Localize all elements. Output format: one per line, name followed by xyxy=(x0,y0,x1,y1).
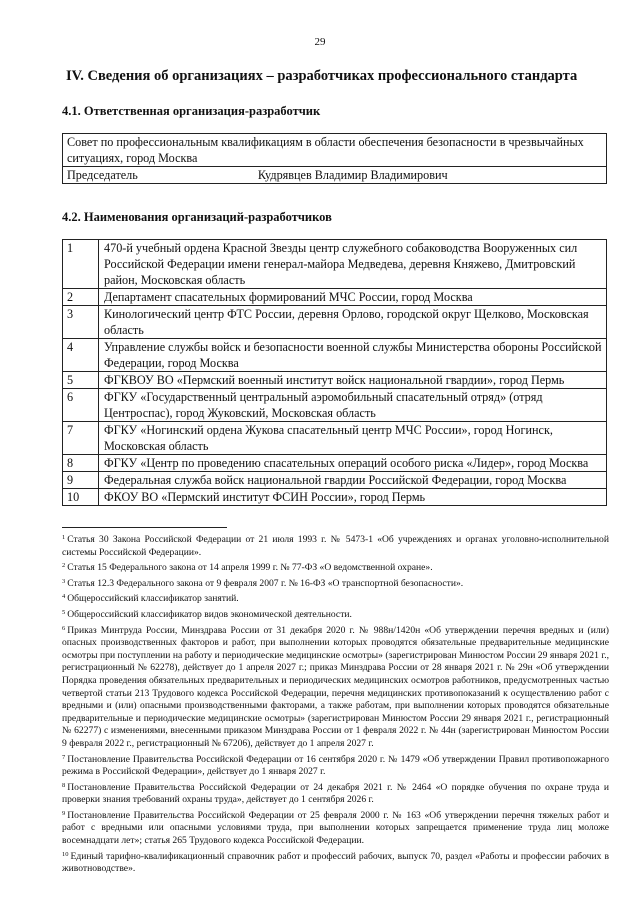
organization-name: ФГКУ «Ногинский ордена Жукова спасательный центр МЧС России», город Ногинск, Московская область xyxy=(99,422,607,455)
row-number: 8 xyxy=(63,455,99,472)
footnote-text: Постановление Правительства Российской Федерации от 24 декабря 2021 г. № 2464 «О порядке обучения по охране труда и проверки знания требований охраны труда», действует до 1 сентября 2026 г. xyxy=(62,781,609,806)
footnote-text: Постановление Правительства Российской Федерации от 16 сентября 2020 г. № 1479 «Об утверждении Правил противопожарного режима в Российской Федерации», действует до 1 января 2027 г. xyxy=(62,753,609,778)
organization-name: ФГКУ «Центр по проведению спасательных операций особого риска «Лидер», город Москва xyxy=(99,455,607,472)
row-number: 9 xyxy=(63,472,99,489)
footnote-number: 9 xyxy=(62,809,66,817)
organization-name: Кинологический центр ФТС России, деревня Орлово, городской округ Щелково, Московская область xyxy=(99,306,607,339)
row-number: 5 xyxy=(63,372,99,389)
footnote xyxy=(62,623,609,751)
footnote xyxy=(62,532,609,559)
footnote xyxy=(62,849,609,876)
table-row xyxy=(63,455,607,472)
footnote-text: Общероссийский классификатор занятий. xyxy=(67,593,239,605)
footnote-divider xyxy=(62,527,227,528)
table-row xyxy=(63,240,607,289)
table-row xyxy=(63,422,607,455)
organization-name: Управление службы войск и безопасности военной службы Министерства обороны Российской Федерации, город Москва xyxy=(99,339,607,372)
table-row xyxy=(63,472,607,489)
developer-orgs-table xyxy=(62,239,607,506)
organization-name: ФГКУ «Государственный центральный аэромобильный спасательный отряд» (отряд Центроспас), город Жуковский, Московская область xyxy=(99,389,607,422)
footnote xyxy=(62,808,609,848)
organization-name: ФГКВОУ ВО «Пермский военный институт войск национальной гвардии», город Пермь xyxy=(99,372,607,389)
footnote xyxy=(62,752,609,779)
chairman-name: Кудрявцев Владимир Владимирович xyxy=(257,168,448,182)
table-row xyxy=(63,489,607,506)
footnote-number: 5 xyxy=(62,608,66,616)
responsible-org-heading: 4.1. Ответственная организация-разработчик xyxy=(62,104,321,118)
footnote-number: 7 xyxy=(62,753,66,761)
row-number: 1 xyxy=(63,240,99,289)
chairman-role: Председатель xyxy=(67,168,138,182)
row-number: 4 xyxy=(63,339,99,372)
responsible-org-name: Совет по профессиональным квалификациям в области обеспечения безопасности в чрезвычайных ситуациях, город Москва xyxy=(63,134,607,167)
table-row xyxy=(63,372,607,389)
developer-orgs-heading: 4.2. Наименования организаций-разработчиков xyxy=(62,210,332,224)
table-row xyxy=(63,339,607,372)
footnote xyxy=(62,591,609,606)
table-row xyxy=(63,306,607,339)
footnote-number: 8 xyxy=(62,781,66,789)
footnote-text: Статья 12.3 Федерального закона от 9 февраля 2007 г. № 16-ФЗ «О транспортной безопасности». xyxy=(67,577,464,589)
responsible-org-table xyxy=(62,133,607,184)
footnote-number: 6 xyxy=(62,624,66,632)
page-number: 29 xyxy=(314,36,326,48)
footnote-number: 4 xyxy=(62,593,66,601)
chairman-row xyxy=(63,167,607,184)
section-title: IV. Сведения об организациях – разработчиках профессионального стандарта xyxy=(66,68,578,84)
footnotes xyxy=(62,532,609,877)
footnote-text: Статья 15 Федерального закона от 14 апреля 1999 г. № 77-ФЗ «О ведомственной охране». xyxy=(67,562,433,574)
footnote-number: 2 xyxy=(62,562,66,570)
row-number: 3 xyxy=(63,306,99,339)
row-number: 2 xyxy=(63,289,99,306)
footnote-text: Постановление Правительства Российской Федерации от 25 февраля 2000 г. № 163 «Об утверждении перечня тяжелых работ и работ с вредными или опасными условиями труда, при выполнении которых запрещается применение труда лиц моложе восемнадцати лет»; статья 265 Трудового кодекса Российской Федерации. xyxy=(62,809,609,847)
footnote-text: Приказ Минтруда России, Минздрава России от 31 декабря 2020 г. № 988н/1420н «Об утверждении перечня вредных и (или) опасных производственных факторов и работ, при выполнении которых проводятся обязательные предварительные медицинские осмотры при поступлении на работу и периодические медицинские осмотры» (зарегистрирован Минюстом России 29 января 2021 г., регистрационный № 62278), действует до 1 апреля 2027 г.; приказ Минздрава России от 28 января 2021 г. № 29н «Об утверждении Порядка проведения обязательных предварительных и периодических медицинских осмотров работников, предусмотренных частью четвертой статьи 213 Трудового кодекса Российской Федерации, перечня медицинских противопоказаний к осуществлению работ с вредными и (или) опасными производственными факторами, а также работам, при выполнении которых проводятся обязательные предварительные и периодические медицинские осмотры» (зарегистрирован Минюстом России 29 января 2021 г., регистрационный № 62277) с изменениями, внесенными приказом Минздрава России от 1 февраля 2022 г. № 44н (зарегистрирован Минюстом России 9 февраля 2022 г., регистрационный № 67206), действует до 1 апреля 2027 г. xyxy=(62,624,609,749)
row-number: 7 xyxy=(63,422,99,455)
organization-name: 470-й учебный ордена Красной Звезды центр служебного собаководства Вооруженных сил Российской Федерации имени генерал-майора Медведева, деревня Княжево, Дмитровский район, Московская область xyxy=(99,240,607,289)
footnote-number: 10 xyxy=(62,850,69,858)
footnote xyxy=(62,576,609,591)
organization-name: Федеральная служба войск национальной гвардии Российской Федерации, город Москва xyxy=(99,472,607,489)
footnote xyxy=(62,560,609,575)
row-number: 10 xyxy=(63,489,99,506)
row-number: 6 xyxy=(63,389,99,422)
footnote-text: Единый тарифно-квалификационный справочник работ и профессий рабочих, выпуск 70, раздел «Работы и профессии рабочих в животноводстве». xyxy=(62,850,609,875)
organization-name: ФКОУ ВО «Пермский институт ФСИН России», город Пермь xyxy=(99,489,607,506)
table-row xyxy=(63,389,607,422)
table-row xyxy=(63,289,607,306)
footnote-number: 3 xyxy=(62,577,66,585)
organization-name: Департамент спасательных формирований МЧС России, город Москва xyxy=(99,289,607,306)
footnote-text: Общероссийский классификатор видов экономической деятельности. xyxy=(67,608,352,620)
footnote-number: 1 xyxy=(62,534,66,541)
developer-orgs-body xyxy=(63,240,607,506)
footnote xyxy=(62,780,609,807)
footnote xyxy=(62,607,609,622)
footnote-text: Статья 30 Закона Российской Федерации от 21 июля 1993 г. № 5473-1 «Об учреждениях и органах уголовно-исполнительной системы Российской Федерации». xyxy=(62,534,609,558)
